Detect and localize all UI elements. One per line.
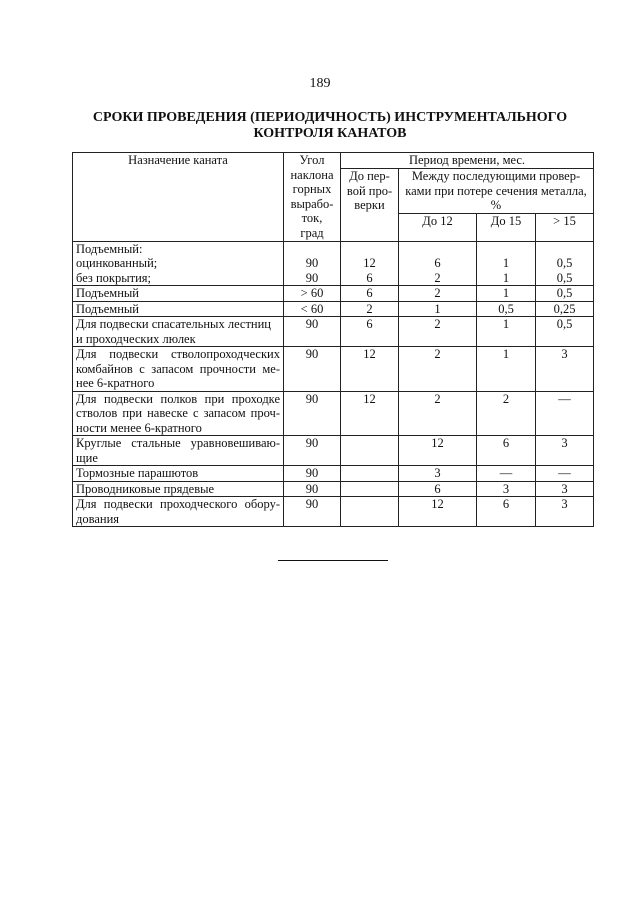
cell-loss-12: 6 2 — [399, 241, 477, 286]
cell-loss-over-15: 0,5 — [536, 286, 594, 302]
cell-loss-15: 6 — [477, 436, 536, 466]
cell-first-check — [341, 466, 399, 482]
cell-purpose: Подъемный — [73, 286, 284, 302]
cell-loss-15: 1 — [477, 286, 536, 302]
cell-loss-over-15: — — [536, 391, 594, 436]
cell-angle: > 60 — [284, 286, 341, 302]
table-row — [73, 241, 594, 286]
cell-loss-over-15: 3 — [536, 481, 594, 497]
cell-loss-15: 3 — [477, 481, 536, 497]
cell-first-check: 12 — [341, 347, 399, 392]
cell-loss-over-15: — — [536, 466, 594, 482]
cell-loss-15: 2 — [477, 391, 536, 436]
cell-loss-over-15: 3 — [536, 497, 594, 527]
cell-first-check: 2 — [341, 301, 399, 317]
cell-loss-12: 2 — [399, 286, 477, 302]
cell-loss-15: 1 1 — [477, 241, 536, 286]
cell-purpose: Подъемный — [73, 301, 284, 317]
cell-angle: 90 90 — [284, 241, 341, 286]
cell-purpose: Проводниковые прядевые — [73, 481, 284, 497]
cell-loss-12: 1 — [399, 301, 477, 317]
page-number: 189 — [309, 76, 331, 91]
table-row — [73, 436, 594, 466]
cell-angle: 90 — [284, 466, 341, 482]
cell-loss-12: 2 — [399, 391, 477, 436]
cell-loss-12: 3 — [399, 466, 477, 482]
table-row — [73, 286, 594, 302]
table-body — [73, 241, 594, 527]
header-angle: Угол наклона горных вырабо- ток, град — [284, 153, 341, 242]
cell-loss-15: — — [477, 466, 536, 482]
cell-purpose: Для подвески полков при проходке стволов при навеске с запасом проч-ности менее 6-кратного — [73, 391, 284, 436]
cell-loss-15: 1 — [477, 347, 536, 392]
cell-purpose: Тормозные парашютов — [73, 466, 284, 482]
table-row — [73, 317, 594, 347]
cell-first-check: 12 6 — [341, 241, 399, 286]
cell-purpose: Круглые стальные уравновешиваю-щие — [73, 436, 284, 466]
rope-inspection-table — [72, 152, 594, 527]
document-title: СРОКИ ПРОВЕДЕНИЯ (ПЕРИОДИЧНОСТЬ) ИНСТРУМЕНТАЛЬНОГО КОНТРОЛЯ КАНАТОВ — [92, 110, 568, 141]
cell-first-check: 12 — [341, 391, 399, 436]
header-period: Период времени, мес. — [341, 153, 594, 169]
table-row — [73, 347, 594, 392]
cell-purpose: Для подвески стволопроходческих комбайнов с запасом прочности ме-нее 6-кратного — [73, 347, 284, 392]
table-row — [73, 301, 594, 317]
cell-loss-12: 2 — [399, 347, 477, 392]
cell-angle: 90 — [284, 436, 341, 466]
header-subsequent: Между последующими провер- ками при потере сечения металла, % — [399, 169, 594, 214]
header-loss-12: До 12 — [399, 213, 477, 241]
cell-angle: 90 — [284, 347, 341, 392]
cell-angle: 90 — [284, 317, 341, 347]
cell-loss-15: 6 — [477, 497, 536, 527]
cell-loss-12: 2 — [399, 317, 477, 347]
cell-angle: 90 — [284, 391, 341, 436]
table-row — [73, 481, 594, 497]
cell-loss-over-15: 3 — [536, 436, 594, 466]
cell-angle: < 60 — [284, 301, 341, 317]
header-loss-over-15: > 15 — [536, 213, 594, 241]
cell-purpose: Для подвески проходческого обору-дования — [73, 497, 284, 527]
cell-loss-12: 6 — [399, 481, 477, 497]
cell-angle: 90 — [284, 497, 341, 527]
cell-loss-over-15: 0,5 — [536, 317, 594, 347]
cell-first-check — [341, 481, 399, 497]
cell-first-check: 6 — [341, 286, 399, 302]
cell-first-check — [341, 497, 399, 527]
cell-loss-over-15: 0,5 0,5 — [536, 241, 594, 286]
header-purpose: Назначение каната — [73, 153, 284, 242]
table-row — [73, 466, 594, 482]
table-row — [73, 391, 594, 436]
header-first-check: До пер- вой про- верки — [341, 169, 399, 242]
cell-loss-over-15: 0,25 — [536, 301, 594, 317]
header-loss-15: До 15 — [477, 213, 536, 241]
cell-purpose: Для подвески спасательных лестниц и проходческих люлек — [73, 317, 284, 347]
cell-loss-15: 1 — [477, 317, 536, 347]
cell-angle: 90 — [284, 481, 341, 497]
cell-loss-15: 0,5 — [477, 301, 536, 317]
table-row — [73, 497, 594, 527]
cell-loss-12: 12 — [399, 497, 477, 527]
footer-divider — [278, 560, 388, 561]
cell-loss-12: 12 — [399, 436, 477, 466]
cell-first-check — [341, 436, 399, 466]
cell-first-check: 6 — [341, 317, 399, 347]
cell-loss-over-15: 3 — [536, 347, 594, 392]
cell-purpose: Подъемный: оцинкованный; без покрытия; — [73, 241, 284, 286]
